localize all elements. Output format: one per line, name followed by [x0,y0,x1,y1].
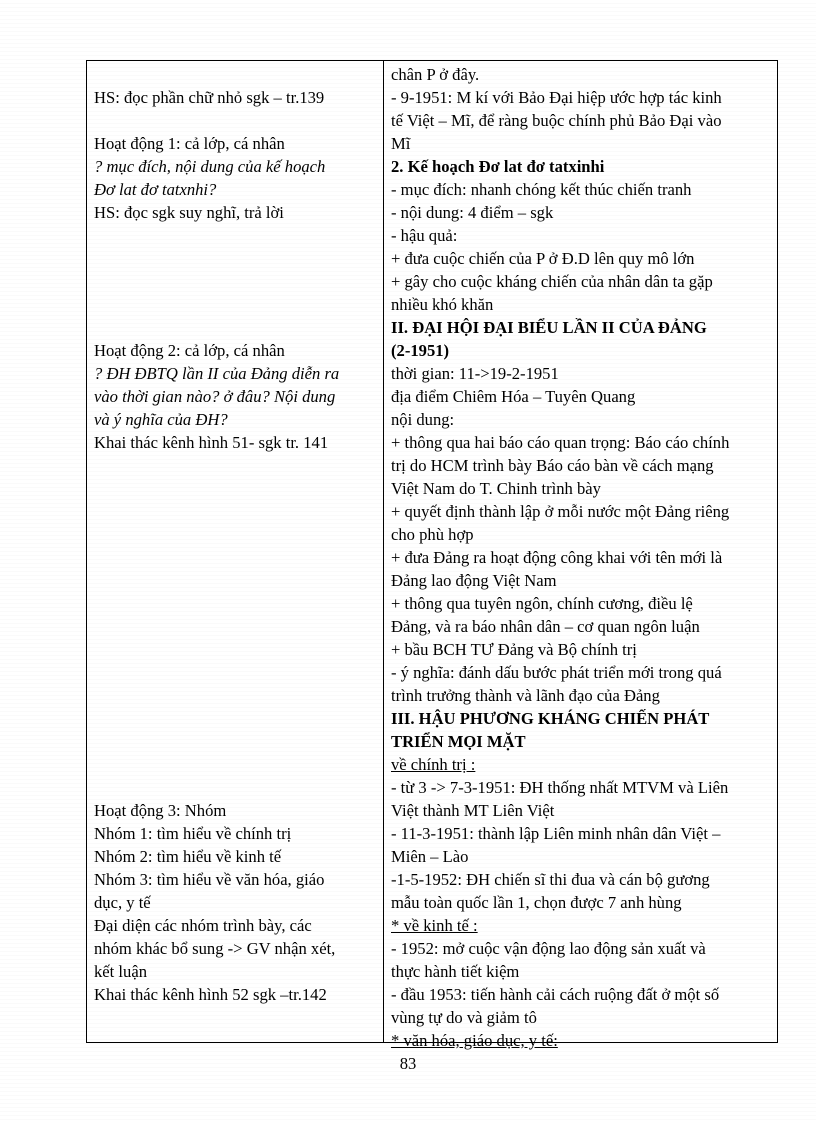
column-divider [383,60,384,1043]
text-line: cho phù hợp [391,525,474,544]
text-line: + đưa Đảng ra hoạt động công khai với tên mới là [391,548,723,567]
text-line: Nhóm 2: tìm hiểu về kinh tế [94,847,282,866]
subsection-heading: * về kinh tế : [391,916,478,935]
section-heading: (2-1951) [391,341,450,360]
text-line: thời gian: 11->19-2-1951 [391,364,559,383]
text-line: Mĩ [391,134,411,153]
text-line: - nội dung: 4 điểm – sgk [391,203,554,222]
text-line: nhóm khác bổ sung -> GV nhận xét, [94,939,336,958]
teacher-student-activities-column [94,63,378,1006]
question-line: ? ĐH ĐBTQ lần II của Đảng diễn ra [94,364,340,383]
text-line: Đảng, và ra báo nhân dân – cơ quan ngôn luận [391,617,700,636]
text-line: Việt Nam do T. Chinh trình bày [391,479,601,498]
subsection-heading: * văn hóa, giáo dục, y tế: [391,1031,558,1050]
text-line: - ý nghĩa: đánh dấu bước phát triển mới trong quá [391,663,722,682]
section-heading: 2. Kế hoạch Đơ lat đơ tatxinhi [391,157,605,176]
text-line: Nhóm 1: tìm hiểu về chính trị [94,824,292,843]
text-line: + gây cho cuộc kháng chiến của nhân dân ta gặp [391,272,713,291]
activity-heading: Hoạt động 3: Nhóm [94,801,227,820]
text-line: dục, y tế [94,893,151,912]
question-line: và ý nghĩa của ĐH? [94,410,228,429]
text-line: chân P ở đây. [391,65,480,84]
section-heading: II. ĐẠI HỘI ĐẠI BIỂU LẦN II CỦA ĐẢNG [391,318,707,337]
lesson-content-column [391,63,773,1052]
text-line: địa điểm Chiêm Hóa – Tuyên Quang [391,387,636,406]
section-heading: TRIỂN MỌI MẶT [391,732,526,751]
text-line: + bầu BCH TƯ Đảng và Bộ chính trị [391,640,637,659]
subsection-heading: về chính trị : [391,755,476,774]
text-line: kết luận [94,962,147,981]
text-line: + quyết định thành lập ở mỗi nước một Đảng riêng [391,502,730,521]
text-line: - 9-1951: M kí với Bảo Đại hiệp ước hợp tác kinh [391,88,722,107]
text-line: trình trưởng thành và lãnh đạo của Đảng [391,686,660,705]
text-line: - 11-3-1951: thành lập Liên minh nhân dân Việt – [391,824,721,843]
section-heading: III. HẬU PHƯƠNG KHÁNG CHIẾN PHÁT [391,709,710,728]
text-line: HS: đọc sgk suy nghĩ, trả lời [94,203,284,222]
text-line: Khai thác kênh hình 51- sgk tr. 141 [94,433,329,452]
text-line: vùng tự do và giảm tô [391,1008,537,1027]
question-line: ? mục đích, nội dung của kế hoạch [94,157,326,176]
text-line: nhiều khó khăn [391,295,494,314]
text-line: - hậu quả: [391,226,458,245]
text-line: Khai thác kênh hình 52 sgk –tr.142 [94,985,327,1004]
text-line: Đại diện các nhóm trình bày, các [94,916,312,935]
activity-heading: Hoạt động 1: cả lớp, cá nhân [94,134,285,153]
text-line: mẫu toàn quốc lần 1, chọn được 7 anh hùng [391,893,682,912]
text-line: Việt thành MT Liên Việt [391,801,555,820]
question-line: vào thời gian nào? ở đâu? Nội dung [94,387,336,406]
text-line: HS: đọc phần chữ nhỏ sgk – tr.139 [94,88,325,107]
text-line: + thông qua tuyên ngôn, chính cương, điều lệ [391,594,693,613]
text-line: -1-5-1952: ĐH chiến sĩ thi đua và cán bộ gương [391,870,710,889]
text-line: + đưa cuộc chiến của P ở Đ.D lên quy mô lớn [391,249,695,268]
text-line: Nhóm 3: tìm hiểu về văn hóa, giáo [94,870,325,889]
activity-heading: Hoạt động 2: cả lớp, cá nhân [94,341,285,360]
page-number: 83 [399,1054,417,1073]
text-line: Đảng lao động Việt Nam [391,571,557,590]
text-line: nội dung: [391,410,455,429]
text-line: tế Việt – Mĩ, để ràng buộc chính phủ Bảo Đại vào [391,111,722,130]
text-line: thực hành tiết kiệm [391,962,520,981]
text-line: + thông qua hai báo cáo quan trọng: Báo cáo chính [391,433,730,452]
text-line: - từ 3 -> 7-3-1951: ĐH thống nhất MTVM và Liên [391,778,729,797]
text-line: - 1952: mở cuộc vận động lao động sản xuất và [391,939,706,958]
text-line: - đầu 1953: tiến hành cải cách ruộng đất ở một số [391,985,720,1004]
text-line: Miên – Lào [391,847,469,866]
text-line: trị do HCM trình bày Báo cáo bàn về cách mạng [391,456,714,475]
question-line: Đơ lat đơ tatxnhi? [94,180,217,199]
text-line: - mục đích: nhanh chóng kết thúc chiến tranh [391,180,692,199]
